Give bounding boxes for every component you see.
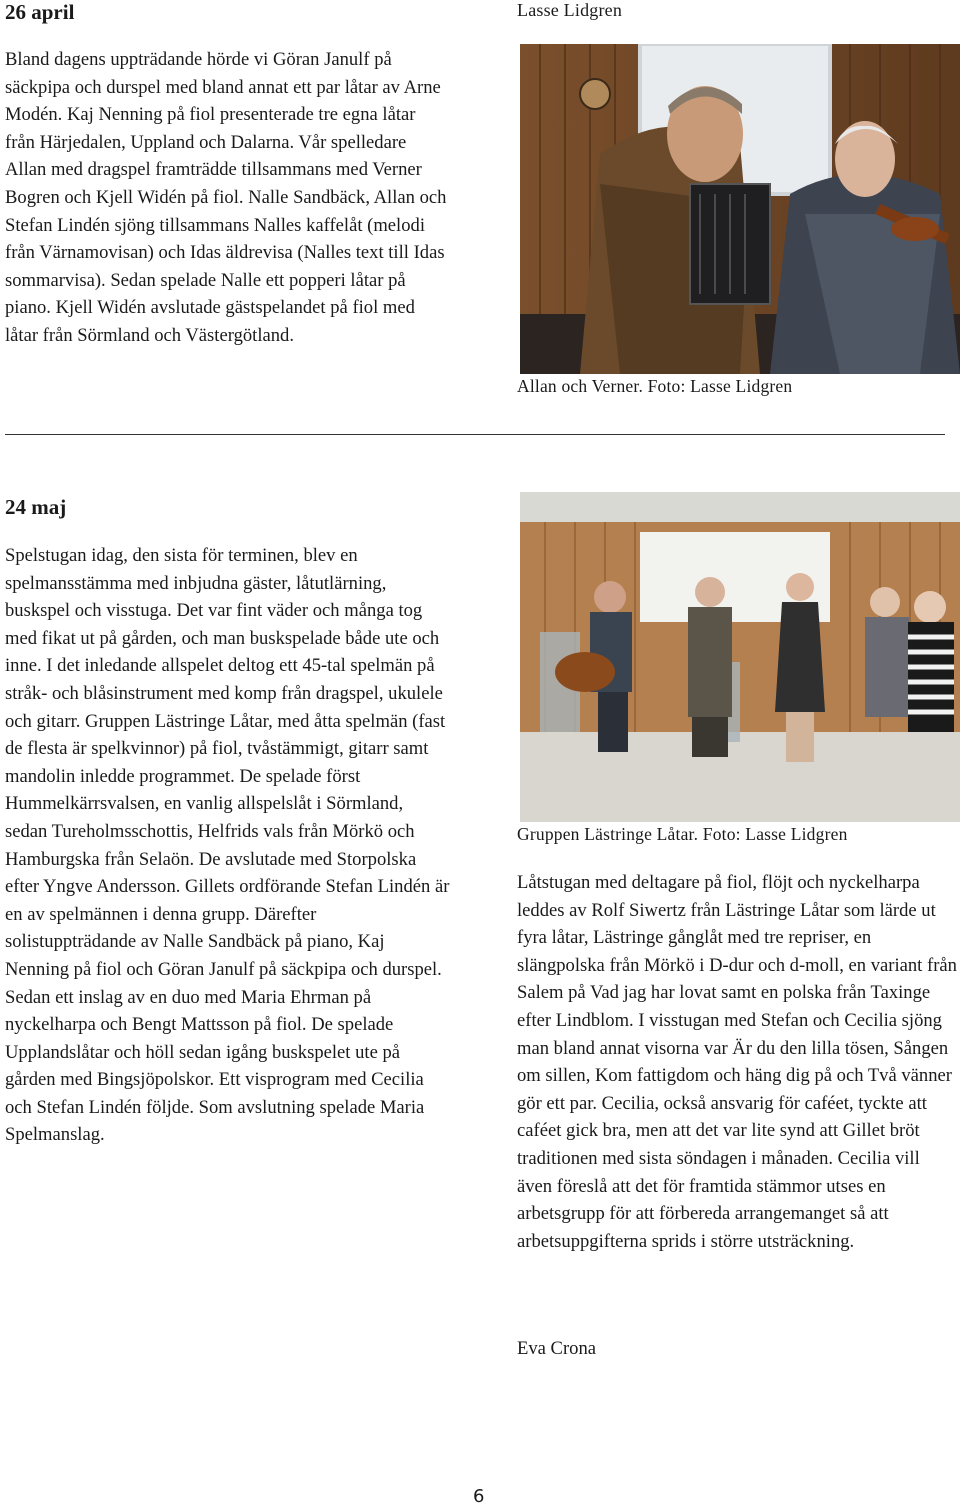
article-april-text [5,46,450,350]
photo-lastringe-latar [520,492,960,822]
section-heading-24-maj: 24 maj [5,495,67,519]
photo-allan-and-verner [520,44,960,374]
article-april-paragraph: Bland dagens uppträdande hörde vi Göran Janulf på säckpipa och durspel med bland annat ett par låtar av Arne Modén. Kaj Nenning på fiol presenterade tre egna låtar från Härjedalen, Uppland och Dalarna. Vår spelledare Allan med dragspel framträdde tillsammans med Verner Bogren och Kjell Widén på fiol. Nalle Sandbäck, Allan och Stefan Lindén sjöng tillsammans Nalles kaffelåt (melodi från Värnamovisan) och Idas äldrevisa (Nalles text till Idas sommarvisa). Sedan spelade Nalle ett popperi låtar på piano. Kjell Widén avslutade gästspelandet på fiol med låtar från Sörmland och Västergötland. [5,49,447,346]
photo-musicians-illustration [520,44,960,374]
photo-caption-allan-verner: Allan och Verner. Foto: Lasse Lidgren [517,376,793,396]
section-divider [5,434,945,435]
top-photo-credit: Lasse Lidgren [517,0,623,20]
article-maj-paragraph-right: Låtstugan med deltagare på fiol, flöjt och nyckelharpa leddes av Rolf Siwertz från Lästringe Låtar som lärde ut fyra låtar, Lästringe gånglåt med tre repriser, en slängpolska från Mörkö i D-dur och d-moll, en variant från Salem på Vad jag har lovat samt en polska från Taxinge efter Lindblom. I visstugan med Stefan och Cecilia sjöng man bland annat visorna var Är du den lilla tösen, Sången om sillen, Kom fattigdom och häng dig på och Två vänner gör ett par. Cecilia, också ansvarig för caféet, tyckte att caféet gick bra, men att det var lite synd att Gillet bröt traditionen med sista söndagen i månaden. Cecilia vill även föreslå att det för framtida stämmor utses en arbetsgrupp för att förbereda arrangemanget så att arbetsuppgifterna sprids i större utsträckning. [517,872,957,1252]
page-number: 6 [473,1486,485,1507]
author-signature: Eva Crona [517,1338,596,1359]
article-maj-paragraph-left: Spelstugan idag, den sista för terminen, blev en spelmansstämma med inbjudna gäster, låtutlärning, buskspel och visstuga. Det var fint väder och många tog med fikat ut på gården, och man buskspelade både ute och inne. I det inledande allspelet deltog ett 45-tal spelmän på stråk- och blåsinstrument med komp från dragspel, ukulele och gitarr. Gruppen Lästringe Låtar, med åtta spelmän (fast de flesta är spelkvinnor) på fiol, tvåstämmigt, gitarr samt mandolin inledde programmet. De spelade först Hummelkärrsvalsen, en vanlig allspelslåt i Sörmland, sedan Tureholmsschottis, Helfrids vals från Mörkö och Hamburgska från Selaön. De avslutade med Storpolska efter Yngve Andersson. Gillets ordförande Stefan Lindén är en av spelmännen i denna grupp. Därefter solistuppträdande av Nalle Sandbäck på piano, Kaj Nenning på fiol och Göran Janulf på säckpipa och durspel. Sedan ett inslag av en duo med Maria Ehrman på nyckelharpa och Bengt Mattsson på fiol. De spelade Upplandslåtar och höll sedan igång buskspelet ute på gården med Bingsjöpolskor. Ett visprogram med Cecilia och Stefan Lindén följde. Som avslutning spelade Maria Spelmanslag. [5,545,450,1146]
article-maj-text-left [5,542,450,1149]
photo-group-illustration [520,492,960,822]
photo-caption-lastringe: Gruppen Lästringe Låtar. Foto: Lasse Lidgren [517,824,848,844]
section-heading-26-april: 26 april [5,0,75,24]
article-maj-text-right [517,869,957,1255]
